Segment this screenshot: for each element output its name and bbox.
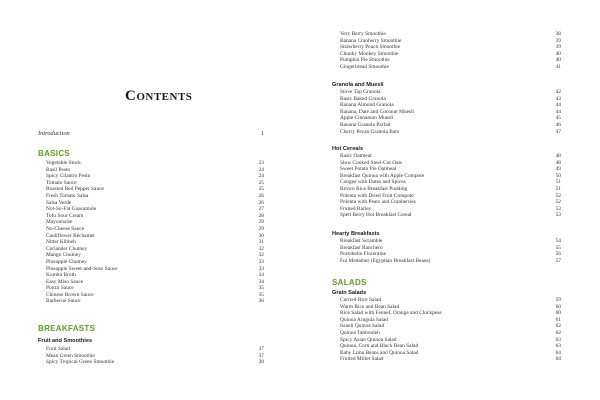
toc-entry[interactable] xyxy=(340,310,561,317)
entry-label: Congee with Dates and Spices xyxy=(340,179,406,186)
entry-label: Warm Rice and Bean Salad xyxy=(340,303,400,310)
entry-page: 32 xyxy=(258,252,264,259)
entry-label: Stove Top Granola xyxy=(340,89,381,95)
entry-page: 55 xyxy=(555,244,561,251)
toc-entry[interactable] xyxy=(46,233,264,240)
entry-page: 27 xyxy=(258,206,264,213)
entry-label: Polenta with Dried Fruit Compote xyxy=(340,192,414,199)
entry-page: 33 xyxy=(258,265,264,272)
toc-entry[interactable] xyxy=(340,96,561,103)
entry-label: Polenta with Pears and Cranberries xyxy=(340,199,416,206)
entry-page: 23 xyxy=(258,160,264,166)
entry-page: 62 xyxy=(555,329,561,336)
entry-label: Quinoa Arugula Salad xyxy=(340,316,388,323)
entry-page: 64 xyxy=(555,356,561,363)
entry-label: Roasted Red Pepper Sauce xyxy=(46,186,104,193)
entry-label: Curried Rice Salad xyxy=(340,297,382,303)
entry-label: Spicy Tropical Green Smoothie xyxy=(46,359,115,366)
entry-label: Apple Cinnamon Muesli xyxy=(340,115,394,122)
entry-page: 34 xyxy=(258,278,264,285)
toc-entry[interactable] xyxy=(46,186,264,193)
entry-page: 40 xyxy=(555,50,561,57)
entry-page: 40 xyxy=(555,57,561,64)
entry-page: 24 xyxy=(258,166,264,173)
toc-entry[interactable] xyxy=(340,38,561,45)
entry-label: Chinese Brown Sauce xyxy=(46,291,94,298)
entry-page: 28 xyxy=(258,212,264,219)
toc-entry[interactable] xyxy=(46,279,264,286)
entry-page: 25 xyxy=(258,186,264,193)
subhead-hearty-breakfasts: Hearty Breakfasts xyxy=(332,231,380,237)
entry-label: Mean Green Smoothie xyxy=(46,352,95,359)
entry-label: Banana Granola Parfait xyxy=(340,121,391,128)
entry-label: Spicy Cilantro Pesto xyxy=(46,173,91,180)
entry-label: Slow Cooked Steel-Cut Oats xyxy=(340,159,403,166)
toc-entry[interactable] xyxy=(340,258,561,265)
entry-label: Mayonnaise xyxy=(46,219,73,226)
toc-entry[interactable] xyxy=(340,330,561,337)
entry-page: 47 xyxy=(555,128,561,135)
entry-label: Spicy Asian Quinoa Salad xyxy=(340,336,397,343)
entry-label: Quinoa, Corn and Black Bean Salad xyxy=(340,343,419,350)
toc-entry[interactable] xyxy=(46,252,264,259)
entry-page: 48 xyxy=(555,153,561,159)
entry-label: Barbecue Sauce xyxy=(46,298,81,305)
entry-page: 35 xyxy=(258,285,264,292)
toc-entry[interactable] xyxy=(46,266,264,273)
entry-page: 32 xyxy=(258,245,264,252)
entry-page: 33 xyxy=(258,258,264,265)
entry-page: 48 xyxy=(555,159,561,166)
toc-entry[interactable] xyxy=(340,160,561,167)
toc-entry[interactable] xyxy=(46,180,264,187)
hot-cereals-list xyxy=(340,153,561,219)
entry-label: Fruited Barley xyxy=(340,205,372,212)
entry-page: 60 xyxy=(555,310,561,317)
entry-page: 24 xyxy=(258,173,264,180)
toc-entry[interactable] xyxy=(46,292,264,299)
entry-page: 53 xyxy=(555,212,561,219)
toc-entry[interactable] xyxy=(340,129,561,136)
toc-entry[interactable] xyxy=(46,200,264,207)
toc-entry[interactable] xyxy=(340,57,561,64)
entry-page: 59 xyxy=(555,297,561,303)
entry-label: Mango Chutney xyxy=(46,252,81,259)
entry-label: Very Berry Smoothie xyxy=(340,31,386,37)
toc-entry[interactable] xyxy=(46,272,264,279)
entry-page: 37 xyxy=(258,352,264,359)
toc-entry[interactable] xyxy=(340,64,561,71)
basics-list xyxy=(46,160,264,305)
entry-label: Fruited Millet Salad xyxy=(340,356,384,363)
entry-label: Kombu Broth xyxy=(46,272,76,279)
entry-page: 26 xyxy=(258,192,264,199)
toc-entry[interactable] xyxy=(46,359,264,366)
toc-entry[interactable] xyxy=(340,297,561,304)
page-title: Contents xyxy=(125,88,193,104)
toc-entry[interactable] xyxy=(340,212,561,219)
entry-label: Sweet Potato Pie Oatmeal xyxy=(340,166,397,173)
entry-label: Ful Medames (Egyptian Breakfast Beans) xyxy=(340,257,431,264)
toc-entry[interactable] xyxy=(46,353,264,360)
entry-page: 49 xyxy=(555,166,561,173)
toc-entry[interactable] xyxy=(340,51,561,58)
toc-entry[interactable] xyxy=(340,251,561,258)
section-basics-heading: BASICS xyxy=(38,149,71,158)
entry-page: 64 xyxy=(555,349,561,356)
entry-page: 63 xyxy=(555,336,561,343)
toc-entry[interactable] xyxy=(340,102,561,109)
toc-entry[interactable] xyxy=(340,323,561,330)
grain-salads-list xyxy=(340,297,561,363)
toc-entry[interactable] xyxy=(46,160,264,167)
toc-entry[interactable] xyxy=(340,44,561,51)
toc-entry[interactable] xyxy=(340,186,561,193)
toc-entry[interactable] xyxy=(340,153,561,160)
entry-label: Brown Rice Breakfast Pudding xyxy=(340,185,408,192)
entry-page: 29 xyxy=(258,225,264,232)
entry-page: 30 xyxy=(258,232,264,239)
entry-page: 45 xyxy=(555,115,561,122)
entry-label: Spelt Berry Hot Breakfast Cereal xyxy=(340,212,412,219)
subhead-fruit-smoothies: Fruit and Smoothies xyxy=(38,338,93,344)
toc-entry[interactable] xyxy=(46,173,264,180)
entry-page: 26 xyxy=(258,199,264,206)
toc-entry[interactable] xyxy=(46,246,264,253)
entry-page: 29 xyxy=(258,219,264,226)
entry-label: Breakfast Quinoa with Apple Compote xyxy=(340,172,425,179)
entry-label: Coriander Chutney xyxy=(46,245,88,252)
toc-entry[interactable] xyxy=(340,245,561,252)
entry-label: Breakfast Scramble xyxy=(340,238,383,244)
section-salads-heading: SALADS xyxy=(332,278,367,287)
toc-entry[interactable] xyxy=(340,179,561,186)
hearty-breakfasts-list xyxy=(340,238,561,264)
toc-entry-introduction[interactable] xyxy=(38,130,264,137)
subhead-hot-cereals: Hot Cereals xyxy=(332,146,364,152)
entry-label: Basil Pesto xyxy=(46,166,71,173)
entry-page: 1 xyxy=(260,130,264,137)
section-breakfasts-heading: BREAKFASTS xyxy=(38,324,96,333)
toc-entry[interactable] xyxy=(340,122,561,129)
entry-page: 42 xyxy=(555,89,561,95)
entry-label: Quinoa Tabbouleh xyxy=(340,329,380,336)
entry-label: Israeli Quinoa Salad xyxy=(340,323,385,330)
toc-entry[interactable] xyxy=(340,109,561,116)
entry-label: Baby Lima Beans and Quinoa Salad xyxy=(340,349,419,356)
entry-label: Breakfast Ranchero xyxy=(340,244,383,251)
entry-label: Not-So-Fat Guacamole xyxy=(46,206,97,213)
entry-label: Chunky Monkey Smoothie xyxy=(340,50,399,57)
toc-entry[interactable] xyxy=(46,346,264,353)
entry-page: 38 xyxy=(555,31,561,37)
entry-page: 37 xyxy=(258,346,264,352)
toc-entry[interactable] xyxy=(46,239,264,246)
entry-page: 52 xyxy=(555,199,561,206)
toc-entry[interactable] xyxy=(46,193,264,200)
entry-page: 43 xyxy=(555,95,561,102)
entry-label: Strawberry Peach Smoothie xyxy=(340,44,401,51)
toc-entry[interactable] xyxy=(46,213,264,220)
entry-page: 46 xyxy=(555,121,561,128)
subhead-granola-muesli: Granola and Muesli xyxy=(332,82,384,88)
entry-label: Rice Salad with Fennel, Orange and Chickpeas xyxy=(340,310,442,317)
toc-entry[interactable] xyxy=(340,337,561,344)
entry-label: Nitter Kibbeh xyxy=(46,239,76,246)
toc-entry[interactable] xyxy=(340,31,561,38)
entry-page: 54 xyxy=(555,238,561,244)
entry-label: Easy Miso Sauce xyxy=(46,278,84,285)
entry-label: Basic Baked Granola xyxy=(340,95,386,102)
toc-entry[interactable] xyxy=(340,304,561,311)
toc-entry[interactable] xyxy=(340,356,561,363)
entry-label: Ponzu Sauce xyxy=(46,285,74,292)
entry-label: Tomato Sauce xyxy=(46,179,77,186)
entry-page: 50 xyxy=(555,172,561,179)
entry-label: Cauliflower Béchamel xyxy=(46,232,95,239)
toc-entry[interactable] xyxy=(340,89,561,96)
entry-label: Banana Cranberry Smoothie xyxy=(340,37,402,44)
entry-page: 35 xyxy=(258,291,264,298)
toc-entry[interactable] xyxy=(46,167,264,174)
entry-label: Fruit Salad xyxy=(46,346,70,352)
entry-label: Gingerbread Smoothie xyxy=(340,63,389,70)
toc-entry[interactable] xyxy=(340,199,561,206)
entry-label: Banana, Date and Coconut Muesli xyxy=(340,108,415,115)
entry-page: 44 xyxy=(555,102,561,109)
entry-label: Basic Oatmeal xyxy=(340,153,372,159)
entry-page: 60 xyxy=(555,303,561,310)
entry-page: 51 xyxy=(555,179,561,186)
entry-label: Tofu Sour Cream xyxy=(46,212,84,219)
entry-page: 36 xyxy=(258,298,264,305)
entry-page: 34 xyxy=(258,272,264,279)
smoothies-continued-list xyxy=(340,31,561,71)
toc-entry[interactable] xyxy=(46,259,264,266)
entry-page: 41 xyxy=(555,63,561,70)
toc-entry[interactable] xyxy=(340,115,561,122)
right-page xyxy=(300,0,600,400)
entry-page: 39 xyxy=(555,44,561,51)
toc-entry[interactable] xyxy=(340,238,561,245)
toc-entry[interactable] xyxy=(46,285,264,292)
toc-entry[interactable] xyxy=(46,226,264,233)
entry-page: 39 xyxy=(555,37,561,44)
fruit-smoothies-list xyxy=(46,346,264,366)
toc-entry[interactable] xyxy=(46,298,264,305)
entry-page: 61 xyxy=(555,316,561,323)
entry-label: Pumpkin Pie Smoothie xyxy=(340,57,390,64)
entry-page: 63 xyxy=(555,343,561,350)
entry-page: 51 xyxy=(555,185,561,192)
toc-entry[interactable] xyxy=(340,193,561,200)
entry-label: Introduction xyxy=(38,130,70,137)
entry-label: No-Cheese Sauce xyxy=(46,225,85,232)
entry-label: Vegetable Stock xyxy=(46,160,81,166)
entry-label: Salsa Verde xyxy=(46,199,72,206)
toc-entry[interactable] xyxy=(340,350,561,357)
entry-label: Portobello Florentine xyxy=(340,251,386,258)
entry-label: Cherry Pecan Granola Bars xyxy=(340,128,400,135)
entry-page: 57 xyxy=(555,257,561,264)
toc-entry[interactable] xyxy=(340,166,561,173)
entry-page: 44 xyxy=(555,108,561,115)
entry-page: 53 xyxy=(555,205,561,212)
entry-page: 38 xyxy=(258,359,264,366)
entry-page: 56 xyxy=(555,251,561,258)
entry-page: 62 xyxy=(555,323,561,330)
granola-list xyxy=(340,89,561,135)
toc-entry[interactable] xyxy=(46,206,264,213)
entry-page: 31 xyxy=(258,239,264,246)
entry-label: Pineapple Chutney xyxy=(46,258,87,265)
entry-page: 52 xyxy=(555,192,561,199)
entry-label: Banana Almond Granola xyxy=(340,102,394,109)
entry-label: Fresh Tomato Salsa xyxy=(46,192,89,199)
entry-page: 25 xyxy=(258,179,264,186)
toc-entry[interactable] xyxy=(340,317,561,324)
toc-entry[interactable] xyxy=(340,343,561,350)
toc-entry[interactable] xyxy=(340,173,561,180)
toc-entry[interactable] xyxy=(46,219,264,226)
subhead-grain-salads: Grain Salads xyxy=(332,290,367,296)
entry-label: Pineapple Sweet-and-Sour Sauce xyxy=(46,265,118,272)
